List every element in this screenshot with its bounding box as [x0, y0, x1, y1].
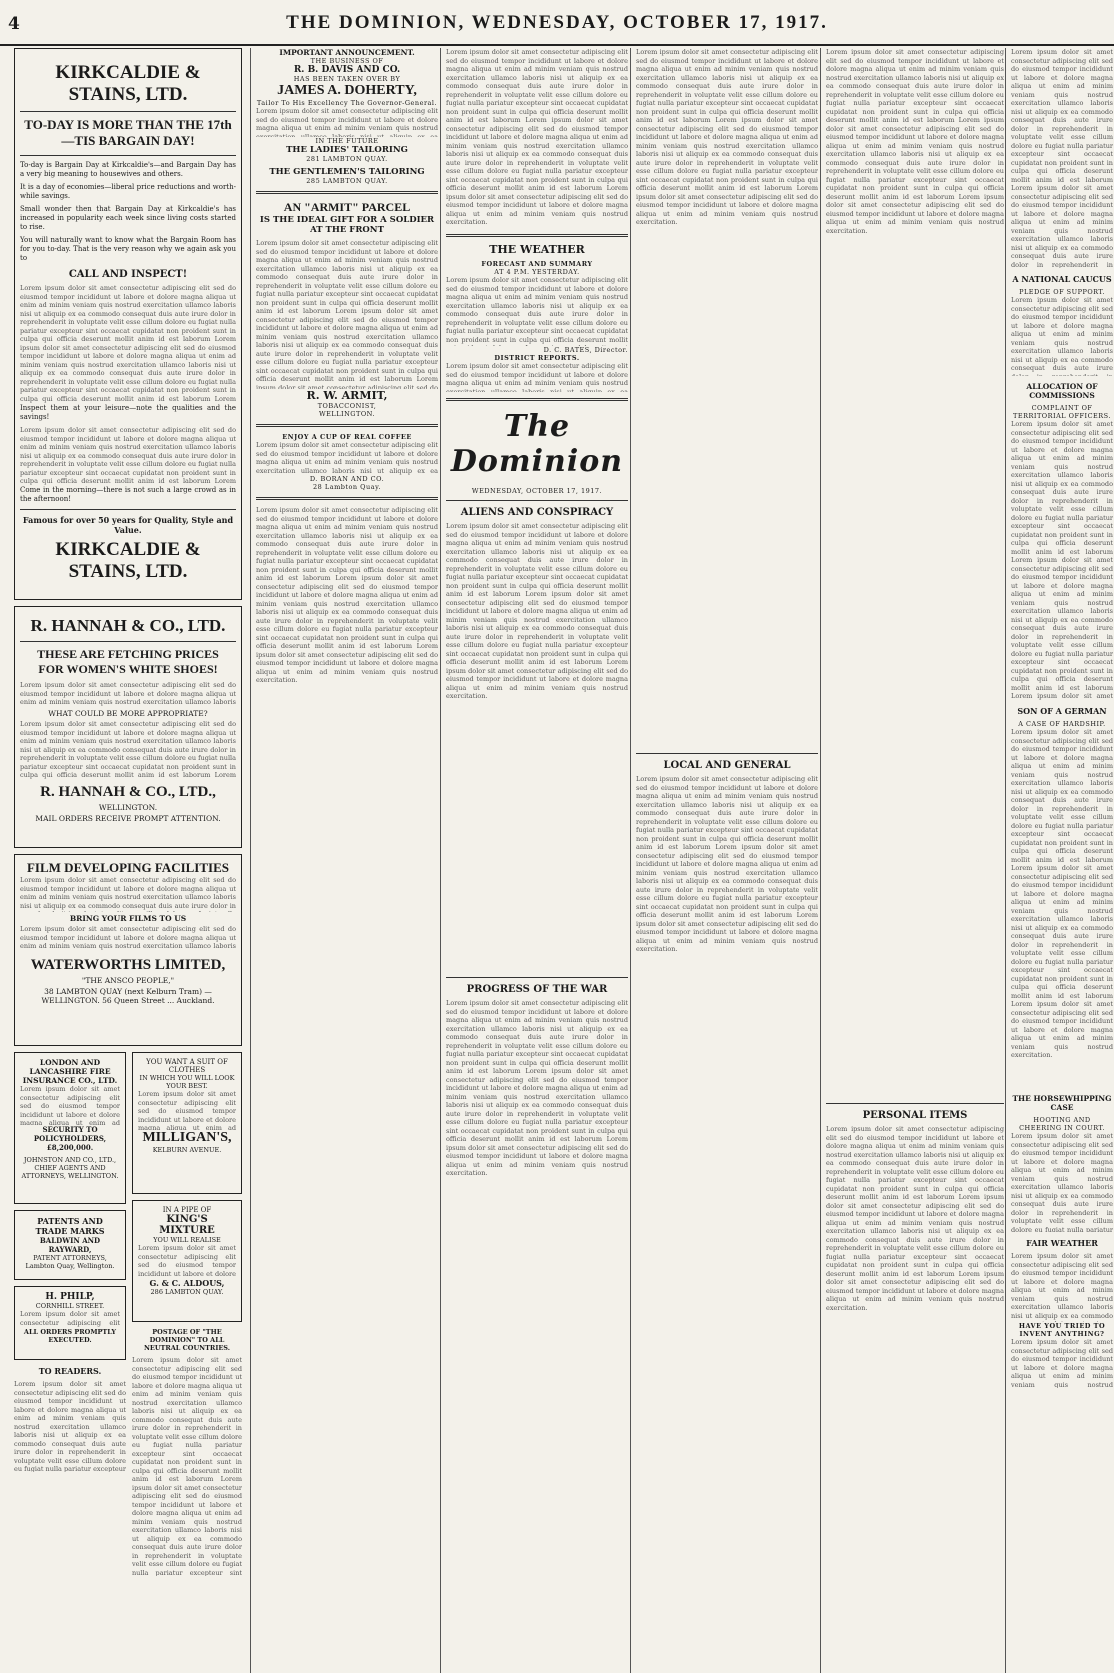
kirkcaldie-ad — [14, 48, 242, 600]
aliens-col2-body — [256, 506, 438, 1266]
milligan-addr: KELBURN AVENUE. — [152, 1146, 222, 1154]
local-continued-body — [826, 48, 1004, 1098]
german-title: SON OF A GERMAN — [1017, 706, 1107, 716]
dominion-date: WEDNESDAY, OCTOBER 17, 1917. — [471, 487, 603, 495]
personal-title: PERSONAL ITEMS — [862, 1110, 968, 1121]
commissions-sub: COMPLAINT OF TERRITORIAL OFFICERS. — [1013, 404, 1111, 420]
kirkcaldie-p5: Inspect them at your leisure—note the qualities and the savings! — [20, 404, 236, 421]
davis-name: R. B. DAVIS AND CO. — [293, 65, 401, 75]
milligan-sub: IN WHICH YOU WILL LOOK YOUR BEST. — [139, 1074, 235, 1090]
hannah-name2: R. HANNAH & CO., LTD., — [40, 784, 216, 800]
coffee-body — [256, 441, 438, 475]
ads-right-stack — [132, 1052, 242, 1576]
kirkcaldie-p2: It is a day of economies—liberal price reductions and worth-while savings. — [20, 183, 236, 200]
kings-t3: YOU WILL REALISE — [153, 1236, 221, 1244]
ads-bottom-row — [14, 1052, 242, 1576]
column-4 — [630, 48, 818, 1673]
postage-body — [132, 1356, 242, 1576]
armit-role: TOBACCONIST, — [317, 402, 377, 410]
milligan-body — [138, 1090, 236, 1130]
readers-body — [14, 1380, 126, 1472]
weather-reports-body — [446, 362, 628, 392]
column-6 — [1005, 48, 1113, 1673]
film-bring: BRING YOUR FILMS TO US — [69, 914, 187, 923]
davis-addr2: 285 LAMBTON QUAY. — [306, 177, 388, 185]
hannah-question: WHAT COULD BE MORE APPROPRIATE? — [48, 709, 208, 718]
patents-name: BALDWIN AND RAYWARD, — [39, 1236, 101, 1254]
kirkcaldie-headline2: —TIS BARGAIN DAY! — [61, 133, 195, 148]
kirkcaldie-p4: You will naturally want to know what the Bargain Room has for you to-day. That is the very reason why we again ask you to — [20, 236, 236, 262]
fair-body — [1011, 1252, 1113, 1322]
philp-ad — [14, 1286, 126, 1360]
film-ad — [14, 854, 242, 1046]
hannah-headline2: FOR WOMEN'S WHITE SHOES! — [38, 662, 218, 676]
film-body — [20, 876, 236, 912]
kirkcaldie-famous: Famous for over 50 years for Quality, Style and Value. — [22, 515, 234, 535]
german-sub: A CASE OF HARDSHIP. — [1018, 720, 1106, 728]
column-2 — [250, 48, 438, 1673]
war-body — [446, 999, 628, 1399]
hannah-list — [20, 720, 236, 780]
insurance-ad — [14, 1052, 126, 1204]
philp-addr: CORNHILL STREET. — [35, 1302, 105, 1310]
german-body — [1011, 728, 1113, 1088]
patents-title: PATENTS AND TRADE MARKS — [35, 1216, 105, 1236]
dominion-nameplate: The Dominion — [450, 409, 624, 479]
milligan-title: YOU WANT A SUIT OF CLOTHES — [146, 1058, 228, 1074]
column-ads — [14, 48, 242, 1673]
kirkcaldie-body2 — [20, 426, 236, 486]
weather-time: AT 4 P.M. YESTERDAY. — [494, 268, 580, 276]
local-body — [636, 775, 818, 1615]
ads-left-stack — [14, 1052, 126, 1576]
col6-top-body — [1011, 48, 1113, 268]
horse-body — [1011, 1132, 1113, 1232]
armit-name: R. W. ARMIT, — [306, 389, 388, 402]
war-continued-body — [636, 48, 818, 748]
fair-title: FAIR WEATHER — [1026, 1238, 1098, 1248]
hannah-ad — [14, 606, 242, 848]
postage-title: POSTAGE OF "THE DOMINION" TO ALL NEUTRAL COUNTRIES. — [143, 1328, 231, 1352]
philp-name: H. PHILP, — [45, 1292, 95, 1302]
aliens-title: ALIENS AND CONSPIRACY — [460, 507, 614, 518]
weather-reports: DISTRICT REPORTS. — [494, 354, 580, 362]
kings-t1: IN A PIPE OF — [162, 1206, 212, 1214]
war-title: PROGRESS OF THE WAR — [466, 984, 608, 995]
col3-top-body — [446, 48, 628, 228]
film-sub: "THE ANSCO PEOPLE," — [81, 976, 175, 985]
commissions-body — [1011, 420, 1113, 700]
kirkcaldie-name: KIRKCALDIE & STAINS, LTD. — [55, 62, 201, 105]
davis-gents: THE GENTLEMEN'S TAILORING — [269, 167, 425, 177]
insurance-office: JOHNSTON AND CO., LTD., CHIEF AGENTS AND ATTORNEYS, WELLINGTON. — [21, 1156, 119, 1180]
film-addr: 38 LAMBTON QUAY (next Kelburn Tram) — WELLINGTON. 56 Queen Street ... Auckland. — [41, 987, 215, 1005]
masthead-title: THE DOMINION, WEDNESDAY, OCTOBER 17, 1917. — [286, 12, 828, 33]
weather-title: THE WEATHER — [489, 243, 585, 256]
kirkcaldie-headline: TO-DAY IS MORE THAN THE 17th — [24, 117, 232, 132]
kirkcaldie-p1: To-day is Bargain Day at Kirkcaldie's—and Bargain Day has a very big meaning to housewives and others. — [20, 161, 236, 178]
coffee-title: ENJOY A CUP OF REAL COFFEE — [282, 433, 412, 441]
davis-tail: Tailor To His Excellency The Governor-General. — [256, 99, 438, 107]
caucus-sub: PLEDGE OF SUPPORT. — [1019, 288, 1105, 296]
davis-ladies: THE LADIES' TAILORING — [286, 145, 408, 155]
weather-sub: FORECAST AND SUMMARY — [481, 260, 593, 268]
davis-addr1: 281 LAMBTON QUAY. — [306, 155, 388, 163]
hannah-intro — [20, 681, 236, 707]
davis-sub2: HAS BEEN TAKEN OVER BY — [293, 75, 401, 83]
insurance-body — [20, 1085, 120, 1125]
patents-sub: PATENT ATTORNEYS, — [33, 1254, 107, 1262]
coffee-name: D. BORAN AND CO. — [309, 475, 385, 483]
film-body2 — [20, 925, 236, 951]
kirkcaldie-p3: Small wonder then that Bargain Day at Kirkcaldie's has increased in popularity each week since living costs started to rise. — [20, 205, 236, 231]
readers-title: TO READERS. — [38, 1366, 102, 1376]
column-3 — [440, 48, 628, 1673]
caucus-body — [1011, 296, 1113, 376]
horse-sub: HOOTING AND CHEERING IN COURT. — [1019, 1116, 1105, 1132]
insurance-title: LONDON AND LANCASHIRE FIRE INSURANCE CO., LTD. — [22, 1058, 118, 1085]
aliens-body — [446, 522, 628, 972]
weather-body — [446, 276, 628, 346]
kings-body — [138, 1244, 236, 1278]
hannah-city: WELLINGTON. — [98, 803, 158, 812]
kirkcaldie-call: CALL AND INSPECT! — [68, 269, 188, 280]
patents-addr: Lambton Quay, Wellington. — [25, 1262, 115, 1270]
hannah-name: R. HANNAH & CO., LTD. — [30, 616, 226, 635]
kirkcaldie-name-footer: KIRKCALDIE & STAINS, LTD. — [55, 539, 201, 582]
kings-name: G. & C. ALDOUS, — [149, 1278, 225, 1288]
weather-sig: D. C. BATES, Director. — [543, 346, 628, 354]
masthead — [0, 0, 1114, 46]
davis-body — [256, 107, 438, 137]
milligan-name: MILLIGAN'S, — [142, 1130, 232, 1145]
kings-ad — [132, 1200, 242, 1322]
film-title: FILM DEVELOPING FACILITIES — [26, 860, 229, 875]
philp-orders: ALL ORDERS PROMPTLY EXECUTED. — [23, 1328, 117, 1344]
kirkcaldie-body — [20, 284, 236, 404]
kirkcaldie-p6: Come in the morning—there is not such a large crowd as in the afternoon! — [20, 486, 236, 503]
coffee-addr: 28 Lambton Quay. — [313, 483, 381, 491]
armit-sub: IS THE IDEAL GIFT FOR A SOLDIER AT THE FRONT — [259, 215, 435, 235]
hannah-headline: THESE ARE FETCHING PRICES — [37, 647, 219, 661]
kings-addr: 286 LAMBTON QUAY. — [150, 1288, 224, 1296]
film-company: WATERWORTHS LIMITED, — [30, 957, 226, 973]
armit-city: WELLINGTON. — [318, 410, 375, 418]
personal-body — [826, 1125, 1004, 1585]
davis-sub: THE BUSINESS OF — [310, 57, 384, 65]
horse-title: THE HORSEWHIPPING CASE — [1012, 1094, 1112, 1112]
milligan-ad — [132, 1052, 242, 1194]
davis-title: IMPORTANT ANNOUNCEMENT. — [279, 48, 415, 57]
armit-list — [256, 239, 438, 389]
philp-body — [20, 1310, 120, 1328]
hannah-mail: MAIL ORDERS RECEIVE PROMPT ATTENTION. — [35, 814, 221, 823]
armit-title: AN "ARMIT" PARCEL — [283, 200, 411, 214]
patents-ad — [14, 1210, 126, 1280]
davis-future: IN THE FUTURE — [315, 137, 379, 145]
column-5 — [820, 48, 1004, 1673]
local-title: LOCAL AND GENERAL — [663, 760, 791, 771]
commissions-title: ALLOCATION OF COMMISSIONS — [1026, 382, 1098, 400]
davis-new: JAMES A. DOHERTY, — [277, 83, 417, 98]
kings-t2: KING'S MIXTURE — [159, 1214, 215, 1236]
page-number: 4 — [8, 14, 20, 34]
invent-title: HAVE YOU TRIED TO INVENT ANYTHING? — [1018, 1322, 1106, 1338]
invent-body — [1011, 1338, 1113, 1388]
insurance-security: SECURITY TO POLICYHOLDERS, £8,200,000. — [33, 1125, 107, 1152]
caucus-title: A NATIONAL CAUCUS — [1012, 274, 1112, 284]
